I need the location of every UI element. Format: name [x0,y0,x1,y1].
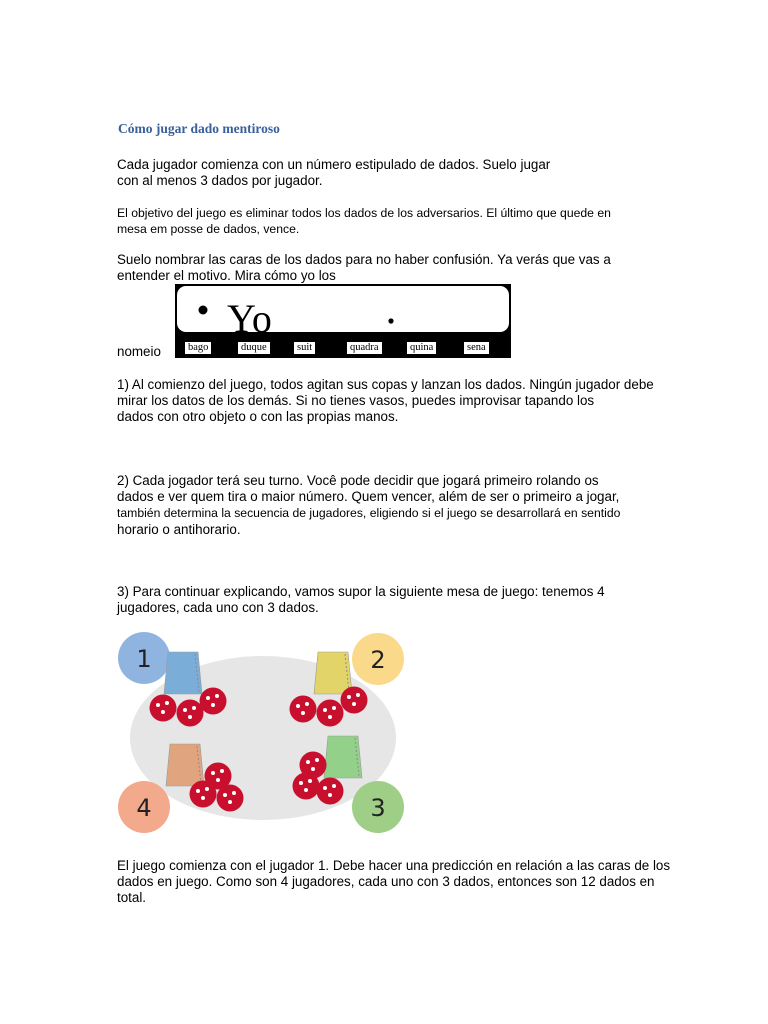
face-label-2: duque [238,342,270,354]
die-icon [341,687,368,714]
die-icon [217,785,244,812]
cup-icon [166,744,204,786]
pip-icon [199,306,208,315]
paragraph-step-3 [117,584,605,616]
die-pip [299,781,303,785]
die-pip [323,786,327,790]
die-pip [196,789,200,793]
face-label-5: quina [407,342,436,354]
die-pip [211,703,215,707]
text-line: mesa em posse de dados, vence. [117,222,300,236]
die-icon [150,695,177,722]
die-icon [290,696,317,723]
cup-icon [324,736,362,778]
die-pip [347,695,351,699]
die-pip [188,715,192,719]
game-table-illustration [110,624,410,841]
die-pip [323,708,327,712]
die-pip [165,701,169,705]
die-pip [215,694,219,698]
paragraph-step-1 [117,377,654,425]
paragraph-intro [117,157,550,189]
die-pip [332,706,336,710]
die-pip [315,758,319,762]
die-pip [156,703,160,707]
text-line: entender el motivo. Mira cómo yo los [117,268,336,283]
face-label-4: quadra [347,342,382,354]
text-line: dados en juego. Como son 4 jugadores, cada uno con 3 dados, entonces son 12 dados en [117,874,655,889]
paragraph-objective [117,205,611,237]
text-line: 1) Al comienzo del juego, todos agitan sus copas y lanzan los dados. Ningún jugador debe [117,377,654,392]
player-number: 4 [136,794,152,822]
die-pip [352,702,356,706]
text-line: 2) Cada jogador terá seu turno. Você pode decidir que jogará primeiro rolando os [117,473,599,488]
die-pip [220,769,224,773]
player-number: 3 [370,794,386,822]
text-line: con al menos 3 dados por jugador. [117,173,323,188]
die-pip [205,787,209,791]
die-icon [317,778,344,805]
text-line: Cada jugador comienza con un número estipulado de dados. Suelo jugar [117,157,551,172]
die-icon [190,781,217,808]
text-line: dados con otro objeto o con las propias manos. [117,409,399,424]
die-icon [177,700,204,727]
face-label-3: suit [294,342,315,354]
die-pip [183,708,187,712]
die-pip [216,778,220,782]
die-pip [305,702,309,706]
paragraph-step-2 [117,473,620,538]
die-icon [317,700,344,727]
die-pip [223,793,227,797]
dice-faces-graphic [175,284,511,358]
text-line: total. [117,890,147,905]
text-line: dados e ver quem tira o maior número. Quem vencer, além de ser o primeiro a jogar, [117,489,620,504]
die-pip [228,800,232,804]
text-line: horario o antihorario. [117,522,241,537]
text-line: 3) Para continuar explicando, vamos supor la siguiente mesa de juego: tenemos 4 [117,584,605,599]
player-number: 1 [136,645,152,673]
die-pip [211,771,215,775]
die-pip [311,767,315,771]
text-line: jugadores, cada uno con 3 dados. [117,600,319,615]
die-pip [296,704,300,708]
naming-end-word: nomeio [117,344,161,359]
dice-faces-image [175,284,511,358]
die-icon [300,752,327,779]
die-pip [304,788,308,792]
text-line: mirar los datos de los demás. Si no tienes vasos, puedes improvisar tapando los [117,393,595,408]
die-pip [201,796,205,800]
page-title: Cómo jugar dado mentiroso [118,121,280,136]
paragraph-naming [117,252,611,284]
die-pip [232,791,236,795]
cup-icon [164,652,202,694]
text-line: El juego comienza con el jugador 1. Debe hacer una predicción en relación a las caras de los [117,858,671,873]
die-icon [200,688,227,715]
die-pip [332,784,336,788]
text-line: también determina la secuencia de jugadores, eligiendo si el juego se desarrollará en sentido [117,506,621,520]
die-pip [308,779,312,783]
game-table-graphic [110,624,410,836]
text-line: Suelo nombrar las caras de los dados para no haber confusión. Ya verás que vas a [117,252,611,267]
die-pip [328,715,332,719]
die-pip [161,710,165,714]
cup-icon [314,652,352,694]
pip-icon [388,318,393,323]
die-pip [306,760,310,764]
die-pip [192,706,196,710]
text-line: El objetivo del juego es eliminar todos los dados de los adversarios. El último que quede en [117,206,611,220]
die-pip [356,693,360,697]
die-pip [301,711,305,715]
player-number: 2 [370,646,386,674]
die-pip [328,793,332,797]
face-label-1: bago [185,342,211,354]
die-pip [206,696,210,700]
face-label-6: sena [464,342,489,354]
dice-yo-glyph: Yo [227,296,272,341]
paragraph-game-start [117,858,670,906]
